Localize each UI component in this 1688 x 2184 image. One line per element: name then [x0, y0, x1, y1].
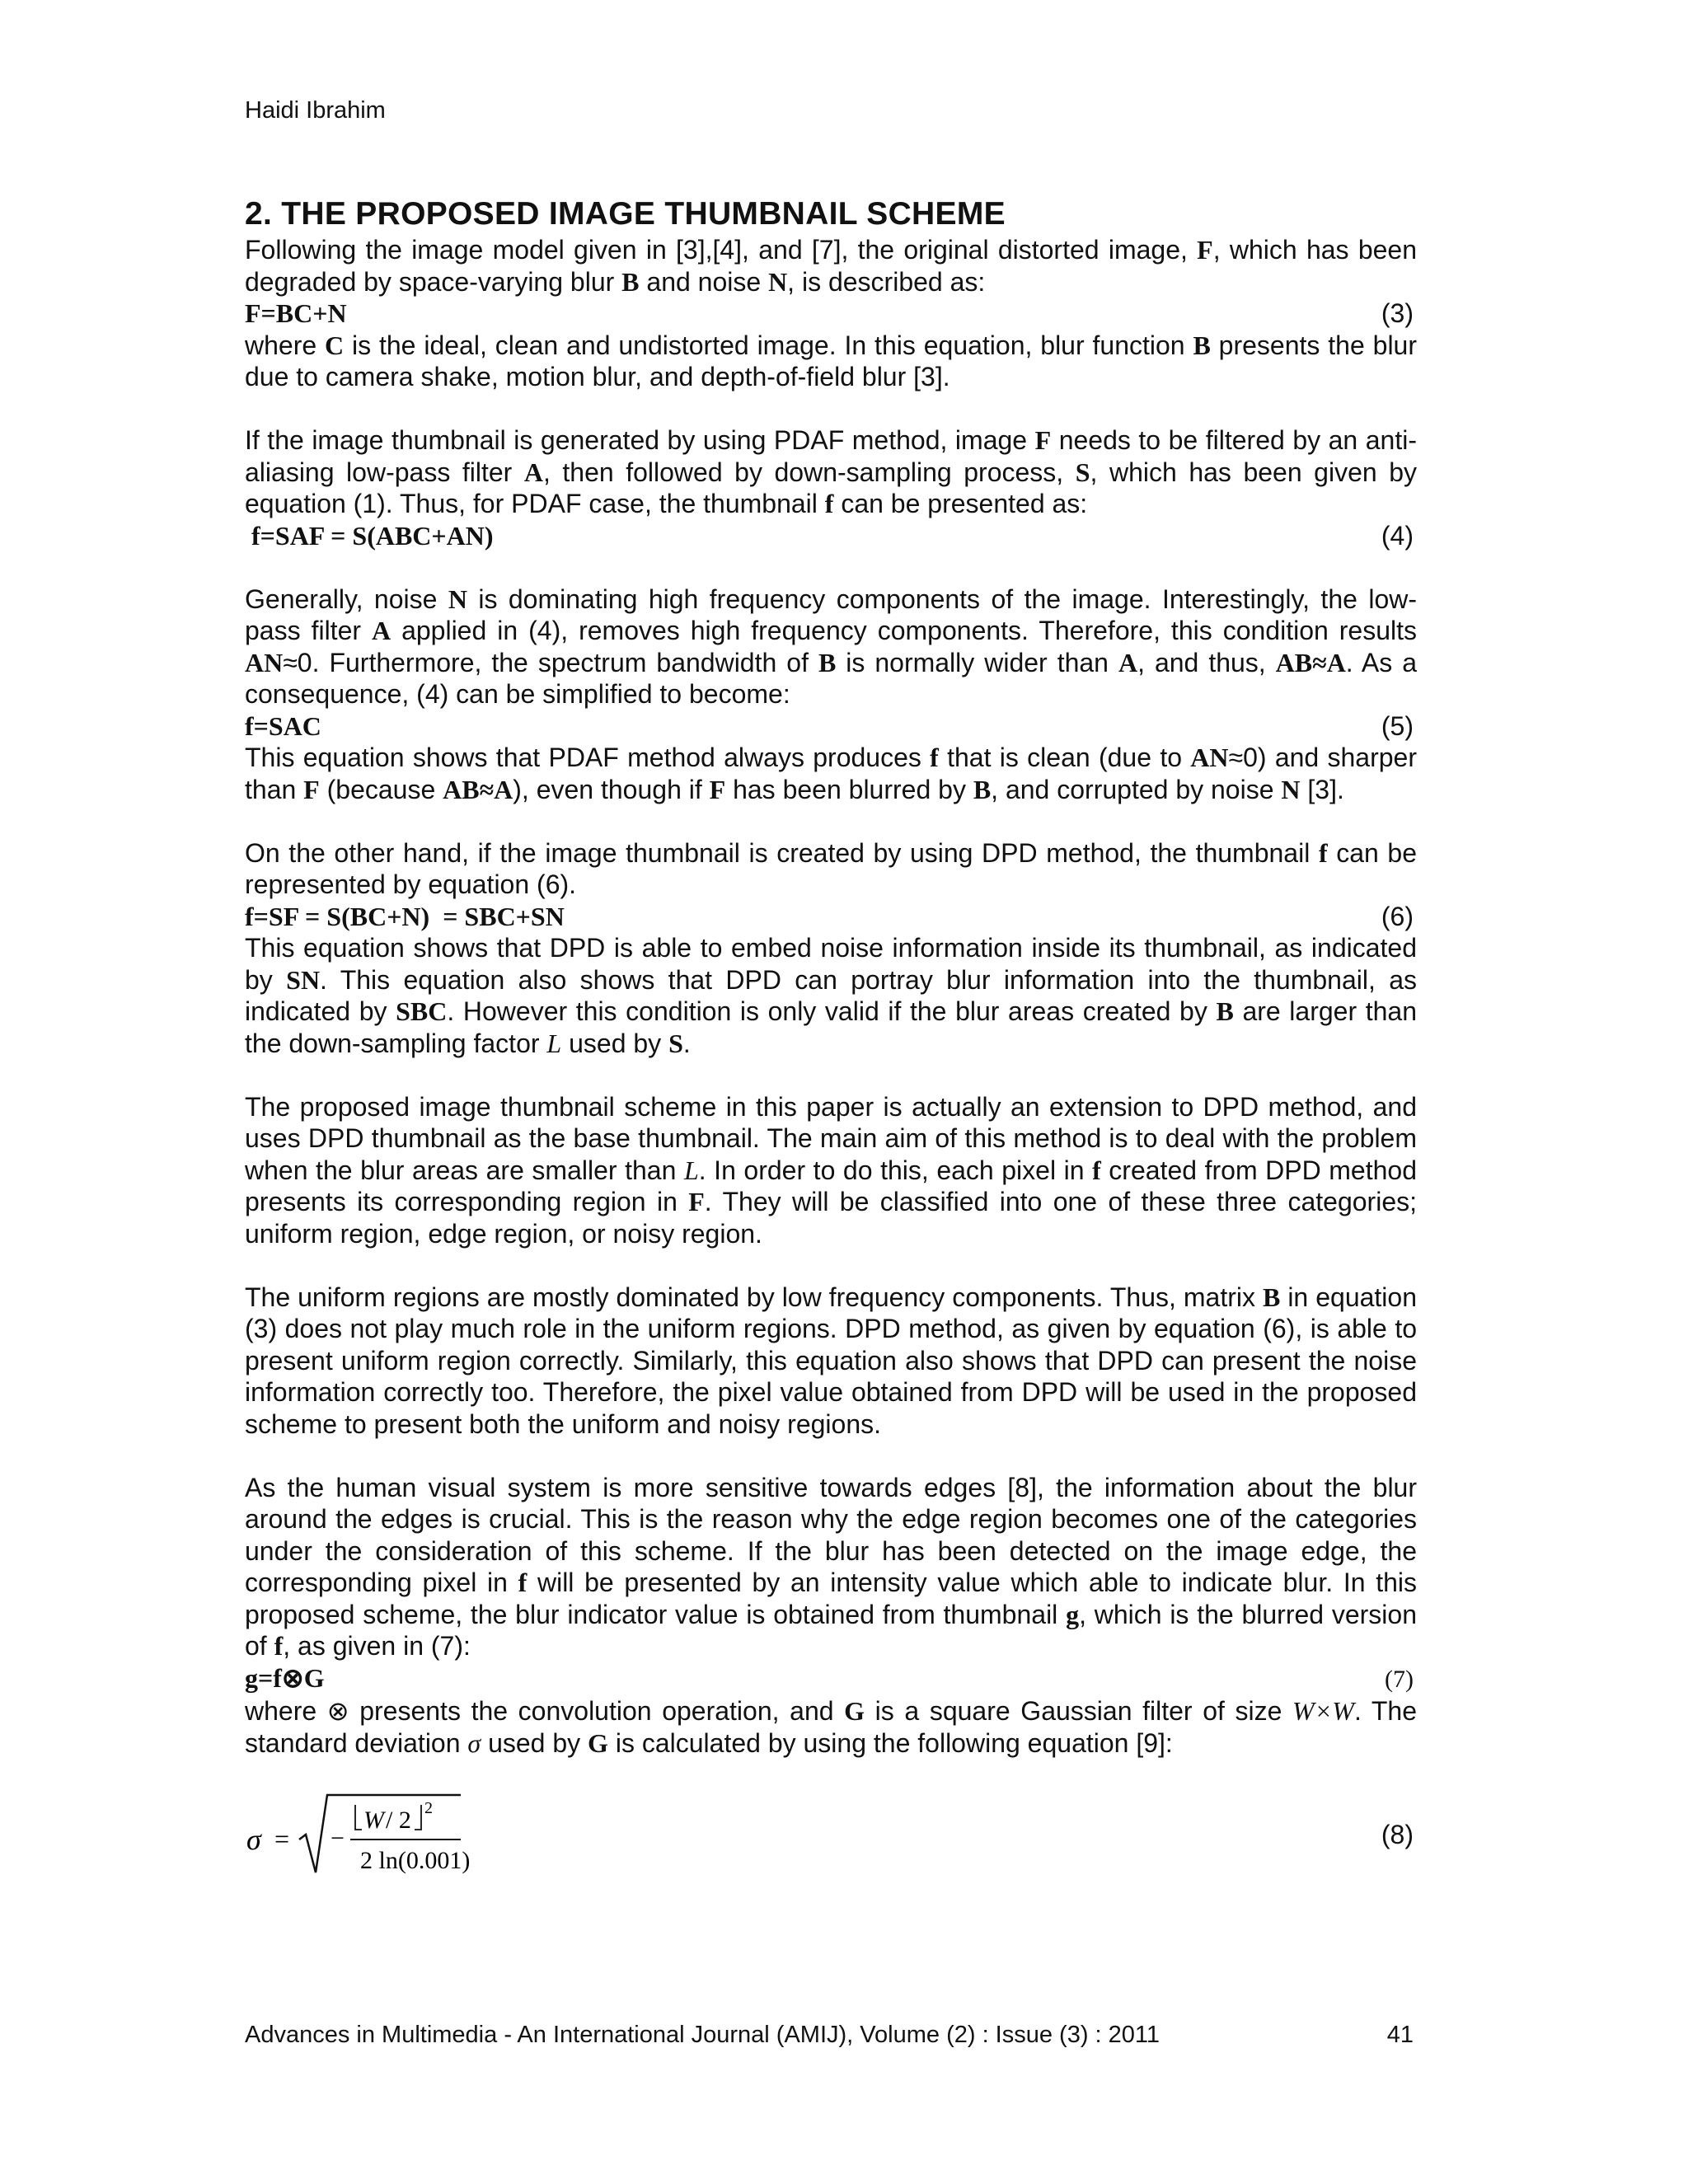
text-run: . As a consequence, (4) can be simplified to become:: [245, 647, 1418, 709]
equation-4-expression: f=SAF = S(ABC+AN): [245, 520, 494, 551]
math-symbol: A: [1118, 647, 1138, 677]
sigma-formula: [245, 1788, 492, 1879]
text-run: Generally, noise: [245, 583, 448, 614]
text-run: , as given in (7):: [283, 1631, 471, 1661]
text-run: has been blurred by: [725, 774, 973, 804]
text-run: This equation shows that PDAF method always produces: [245, 743, 931, 772]
math-symbol: F: [1034, 425, 1052, 455]
equals-sign: =: [274, 1824, 290, 1854]
equation-7-expression: g=f⊗G: [245, 1662, 325, 1693]
equation-5-number: (5): [1381, 710, 1414, 741]
body-text: [245, 234, 1417, 1759]
equation-8-number: (8): [1381, 1820, 1414, 1849]
text-run: ≈0. Furthermore, the spectrum bandwidth of: [283, 647, 818, 677]
sigma-symbol: σ: [246, 1823, 261, 1856]
paragraph-9: [245, 1282, 1417, 1441]
text-run: This equation shows that DPD is able to embed noise information inside its thumbnail, as indicated by: [245, 933, 1417, 995]
text-run: . This equation also shows that DPD can portray blur information into the thumbnail, as indicated by: [245, 964, 1418, 1026]
equation-4-number: (4): [1381, 520, 1414, 551]
math-symbol: F: [303, 774, 320, 804]
footer-journal: Advances in Multimedia - An International Journal (AMIJ), Volume (2) : Issue (3) : 2011: [245, 2022, 1160, 2048]
math-symbol: SN: [286, 964, 321, 995]
text-run: . In order to do this, each pixel in: [698, 1155, 1093, 1185]
equation-3-expression: F=BC+N: [245, 298, 347, 328]
text-run: Following the image model given in [3],[4], and [7], the original distorted image,: [245, 235, 1198, 265]
paragraph-4: [245, 583, 1417, 710]
math-symbol: f: [824, 489, 834, 518]
equation-3: [245, 298, 1417, 330]
numerator-variable: W: [363, 1807, 384, 1834]
paragraph-10: [245, 1472, 1417, 1662]
math-symbol: B: [818, 647, 837, 677]
text-run: , then followed by down-sampling process,: [542, 457, 1076, 487]
math-symbol: N: [768, 266, 788, 297]
text-run: will be presented by an intensity value which able to indicate blur. In this proposed scheme, the blur indicator value is obtained from thumbnail: [245, 1568, 1418, 1629]
math-symbol: B: [1262, 1282, 1281, 1312]
paragraph-5: [245, 742, 1417, 805]
text-run: , and thus,: [1137, 647, 1276, 677]
text-run: used by: [481, 1727, 588, 1758]
text-run: is calculated by using the following equation [9]:: [607, 1727, 1173, 1758]
text-run: that is clean (due to: [938, 743, 1191, 772]
paragraph-7: [245, 932, 1417, 1059]
text-run: and noise: [639, 266, 769, 297]
text-run: used by: [561, 1028, 669, 1058]
math-symbol: f: [1092, 1155, 1101, 1185]
math-symbol: N: [1281, 774, 1301, 804]
math-symbol: A: [523, 457, 543, 487]
text-run: is a square Gaussian filter of size: [865, 1696, 1293, 1726]
math-symbol: G: [844, 1696, 865, 1726]
math-symbol: f: [930, 743, 939, 772]
paragraph-11: [245, 1695, 1417, 1759]
equation-4: [245, 520, 1417, 552]
text-run: created from DPD method presents its corresponding region in: [245, 1155, 1418, 1216]
math-variable: σ: [467, 1727, 481, 1758]
text-run: where ⊗ presents the convolution operation, and: [245, 1696, 845, 1726]
minus-sign: −: [331, 1825, 345, 1852]
paragraph-3: [245, 424, 1417, 520]
math-symbol: AN: [245, 647, 284, 677]
equation-7: [245, 1662, 1417, 1696]
math-symbol: f: [1318, 837, 1328, 868]
math-symbol: A: [371, 616, 392, 645]
text-run: [3].: [1300, 774, 1344, 804]
math-symbol: N: [448, 583, 467, 614]
equation-7-number: (7): [1385, 1665, 1414, 1693]
text-run: The uniform regions are mostly dominated by low frequency components. Thus, matrix: [245, 1282, 1263, 1312]
section-heading: 2. THE PROPOSED IMAGE THUMBNAIL SCHEME: [245, 196, 1006, 232]
numerator-divisor: / 2: [386, 1807, 411, 1834]
paragraph-8: [245, 1091, 1417, 1250]
paragraph-1: [245, 234, 1417, 298]
math-variable: L: [546, 1028, 562, 1058]
text-run: If the image thumbnail is generated by using PDAF method, image: [245, 425, 1035, 455]
text-run: are larger than the down-sampling factor: [245, 996, 1418, 1058]
math-symbol: f: [274, 1631, 284, 1661]
text-run: ), even though if: [513, 774, 710, 804]
math-symbol: AB≈A: [1275, 647, 1346, 677]
text-run: is dominating high frequency components of the image. Interestingly, the low-pass filter: [245, 583, 1417, 645]
floor-left-bracket: [355, 1805, 362, 1830]
page-footer: [245, 2022, 1417, 2049]
footer-page-number: 41: [1386, 2022, 1414, 2048]
exponent: 2: [424, 1799, 433, 1817]
text-run: , which has been degraded by space-varying blur: [245, 235, 1418, 297]
math-symbol: SBC: [396, 996, 448, 1026]
text-run: , which is the blurred version of: [245, 1599, 1418, 1661]
math-symbol: F: [688, 1187, 705, 1216]
text-run: As the human visual system is more sensitive towards edges [8], the information about the blur around the edges is crucial. This is the reason why the edge region becomes one of the categories under the consideration of this scheme. If the blur has been detected on the image edge, the corresponding pixel in: [245, 1472, 1417, 1597]
text-run: can be presented as:: [833, 489, 1088, 518]
text-run: . The standard deviation: [245, 1696, 1418, 1758]
equation-6-number: (6): [1381, 901, 1414, 931]
equation-6: [245, 901, 1417, 933]
paragraph-2: [245, 330, 1417, 393]
text-run: is the ideal, clean and undistorted image. In this equation, blur function: [344, 330, 1193, 360]
text-run: , is described as:: [787, 266, 986, 297]
math-symbol: F: [709, 774, 726, 804]
floor-right-bracket: [415, 1805, 421, 1830]
text-run: On the other hand, if the image thumbnail is created by using DPD method, the thumbnail: [245, 837, 1319, 868]
text-run: ≈0) and sharper than: [245, 743, 1418, 804]
text-run: (because: [319, 774, 443, 804]
math-symbol: AB≈A: [443, 774, 513, 804]
text-run: applied in (4), removes high frequency components. Therefore, this condition results: [391, 616, 1417, 645]
equation-5-expression: f=SAC: [245, 710, 321, 741]
text-run: in equation (3) does not play much role in the uniform regions. DPD method, as given by equation (6), is able to present uniform region correctly. Similarly, this equation also shows that DPD can present the noise information correctly too. Therefore, the pixel value obtained from DPD will be used in the proposed scheme to present both the uniform and noisy regions.: [245, 1282, 1418, 1439]
equation-5: [245, 710, 1417, 743]
paragraph-6: [245, 837, 1417, 901]
math-symbol: f: [518, 1568, 528, 1597]
math-symbol: AN: [1190, 743, 1229, 772]
equation-3-number: (3): [1381, 298, 1414, 328]
text-run: . They will be classified into one of these three categories; uniform region, edge region, or noisy region.: [245, 1187, 1418, 1249]
math-symbol: g: [1066, 1599, 1080, 1629]
text-run: , which has been given by equation (1). Thus, for PDAF case, the thumbnail: [245, 457, 1418, 518]
math-symbol: B: [973, 774, 992, 804]
denominator: 2 ln(0.001): [360, 1847, 471, 1874]
text-run: .: [682, 1028, 691, 1058]
text-run: presents the blur due to camera shake, motion blur, and depth-of-field blur [3].: [245, 330, 1418, 391]
text-run: The proposed image thumbnail scheme in this paper is actually an extension to DPD method, and uses DPD thumbnail as the base thumbnail. The main aim of this method is to deal with the problem when the blur areas are smaller than: [245, 1091, 1417, 1185]
math-symbol: B: [621, 266, 640, 297]
equation-8: [245, 1788, 1417, 1879]
math-symbol: B: [1216, 996, 1234, 1026]
text-run: can be represented by equation (6).: [245, 837, 1418, 899]
math-variable: L: [683, 1155, 699, 1185]
equation-6-expression: f=SF = S(BC+N) = SBC+SN: [245, 901, 565, 931]
math-symbol: F: [1197, 235, 1213, 265]
text-run: . However this condition is only valid if the blur areas created by: [447, 996, 1217, 1026]
math-symbol: S: [668, 1028, 683, 1058]
text-run: , and corrupted by noise: [991, 774, 1282, 804]
math-symbol: B: [1193, 330, 1211, 360]
math-variable: W×W: [1292, 1696, 1354, 1726]
math-symbol: C: [325, 330, 345, 360]
text-run: where: [245, 330, 326, 360]
text-run: needs to be filtered by an anti-aliasing low-pass filter: [245, 425, 1418, 487]
text-run: is normally wider than: [836, 647, 1118, 677]
math-symbol: S: [1075, 457, 1090, 487]
running-header-author: Haidi Ibrahim: [245, 97, 386, 124]
math-symbol: G: [588, 1727, 608, 1758]
